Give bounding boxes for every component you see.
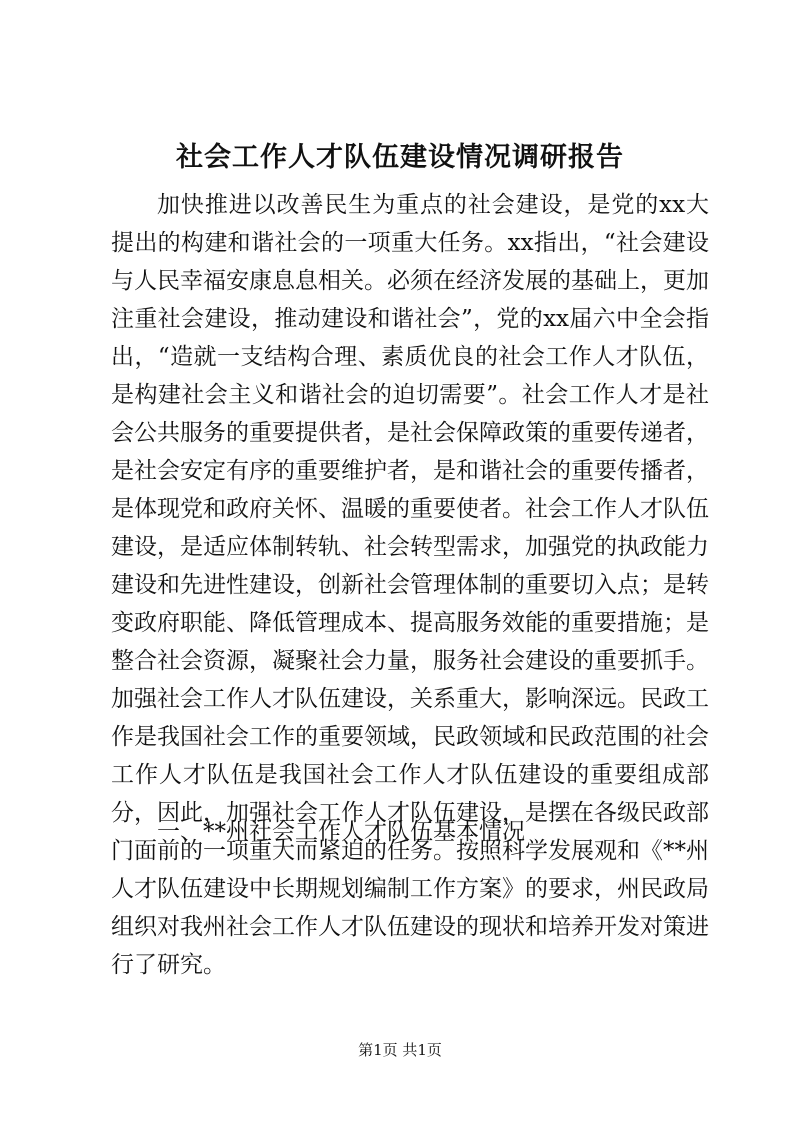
- page-number: 第1页 共1页: [358, 1041, 442, 1059]
- document-title: 社会工作人才队伍建设情况调研报告: [176, 142, 624, 173]
- body-paragraph: 加快推进以改善民生为重点的社会建设，是党的xx大提出的构建和谐社会的一项重大任务。xx指出，“社会建设与人民幸福安康息息相关。必须在经济发展的基础上，更加注重社会建设，推动建设和谐社会”，党的xx届六中全会指出，“造就一支结构合理、素质优良的社会工作人才队伍，是构建社会主义和谐社会的迫切需要”。社会工作人才是社会公共服务的重要提供者，是社会保障政策的重要传递者，是社会安定有序的重要维护者，是和谐社会的重要传播者，是体现党和政府关怀、温暖的重要使者。社会工作人才队伍建设，是适应体制转轨、社会转型需求，加强党的执政能力建设和先进性建设，创新社会管理体制的重要切入点；是转变政府职能、降低管理成本、提高服务效能的重要措施；是整合社会资源，凝聚社会力量，服务社会建设的重要抓手。加强社会工作人才队伍建设，关系重大，影响深远。民政工作是我国社会工作的重要领域，民政领域和民政范围的社会工作人才队伍是我国社会工作人才队伍建设的重要组成部分，因此，加强社会工作人才队伍建设，是摆在各级民政部门面前的一项重大而紧迫的任务。按照科学发展观和《**州人才队伍建设中长期规划编制工作方案》的要求，州民政局组织对我州社会工作人才队伍建设的现状和培养开发对策进行了研究。: [111, 192, 709, 978]
- section-heading: 一、**州社会工作人才队伍基本情况: [157, 819, 525, 845]
